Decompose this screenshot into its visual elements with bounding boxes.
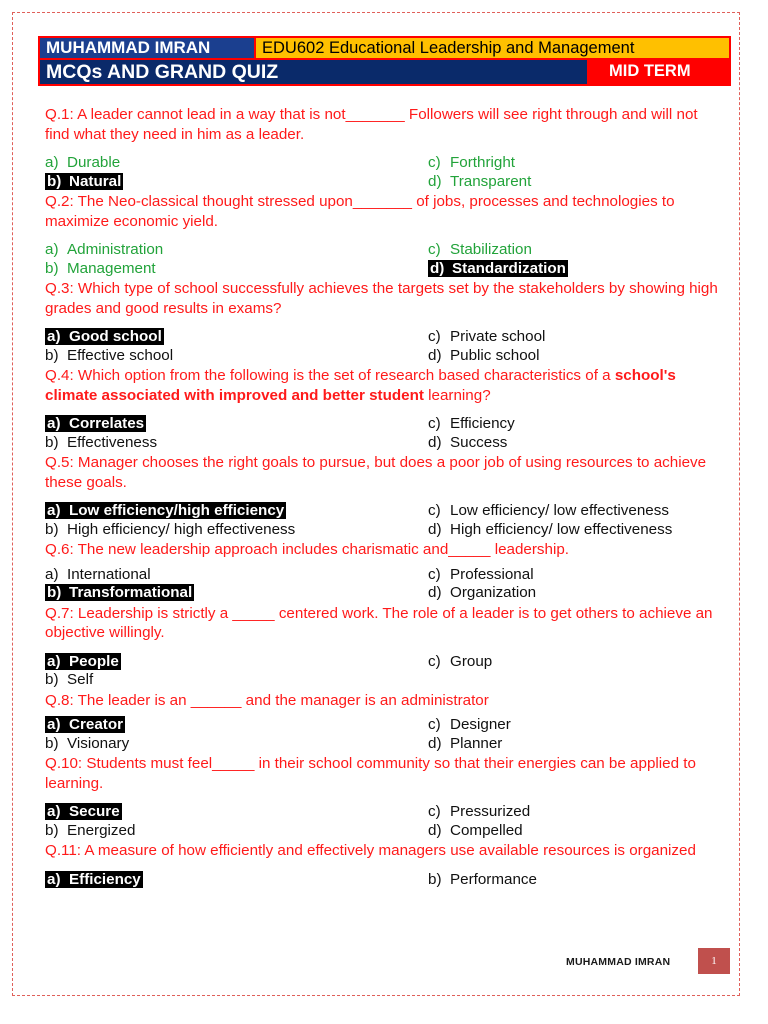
option-text: Transformational [69, 584, 193, 601]
option-text: Pressurized [450, 803, 531, 820]
option-text: Planner [450, 734, 503, 752]
option-text: Private school [450, 328, 546, 345]
option-c: c) Professional [428, 565, 534, 583]
correct-answer: a) People [47, 652, 119, 670]
option-d: d) Transparent [428, 172, 532, 190]
course-title: EDU602 Educational Leadership and Management [256, 38, 729, 58]
options-grid [45, 154, 720, 191]
question-text: Q.11: A measure of how efficiently and effectively managers use available resources is organized [45, 842, 696, 859]
option-b: b) Management [45, 259, 156, 277]
option-d: d) Planner [428, 734, 503, 752]
option-d: d) Public school [428, 346, 540, 364]
question-text: Q.5: Manager chooses the right goals to pursue, but does a poor job of using resources to achieve these goals. [45, 454, 707, 491]
option-text: Organization [450, 584, 537, 601]
option-b: b) Performance [428, 870, 537, 888]
option-b: b) Effectiveness [45, 433, 158, 451]
option-b: b) Energized [45, 821, 136, 839]
options-grid [45, 328, 720, 365]
questions-list [45, 105, 720, 890]
options-grid [45, 415, 720, 452]
correct-answer: a) Creator [47, 716, 124, 733]
option-text: Success [450, 433, 508, 451]
correct-answer: a) Low efficiency/high efficiency [47, 502, 285, 519]
option-d: d) Success [428, 433, 508, 451]
option-text: Stabilization [450, 241, 532, 258]
correct-answer: b) Transformational [47, 584, 193, 601]
question-8 [45, 691, 720, 754]
question-text: Q.8: The leader is an ______ and the manager is an administrator [45, 691, 489, 709]
option-text: Effective school [67, 346, 174, 364]
option-d-correct [428, 260, 720, 279]
option-c: c) Group [428, 652, 493, 670]
option-text: Management [67, 259, 156, 277]
option-b: b) High efficiency/ high effectiveness [45, 520, 296, 538]
question-5 [45, 453, 720, 539]
page-number: 1 [698, 948, 730, 974]
option-text: People [69, 652, 119, 670]
option-text: Effectiveness [67, 433, 158, 451]
option-empty [428, 671, 720, 690]
options-grid [45, 566, 720, 603]
quiz-title: MCQs AND GRAND QUIZ [40, 60, 587, 84]
correct-answer: d) Standardization [430, 259, 566, 277]
option-d: d) Organization [428, 584, 537, 601]
option-d: d) High efficiency/ low effectiveness [428, 520, 673, 538]
option-b: b) Visionary [45, 734, 130, 752]
option-a-correct [45, 415, 428, 434]
correct-answer: a) Efficiency [47, 870, 141, 888]
option-c: c) Stabilization [428, 241, 532, 258]
option-d: d) Compelled [428, 821, 523, 839]
option-text: International [67, 565, 151, 583]
option-text: Standardization [452, 259, 566, 277]
option-a-correct [45, 653, 428, 672]
option-text: Natural [69, 172, 122, 190]
option-text: Low efficiency/ low effectiveness [450, 502, 669, 519]
options-grid [45, 803, 720, 840]
correct-answer: a) Correlates [47, 415, 145, 432]
option-a-correct [45, 502, 428, 521]
option-text: Low efficiency/high efficiency [69, 502, 285, 519]
option-a: a) Administration [45, 241, 164, 258]
question-text: Q.4: Which option from the following is the set of research based characteristics of a school's climate associated with improved and better student learning? [45, 367, 676, 404]
option-text: Correlates [69, 415, 145, 432]
option-text: Administration [67, 241, 164, 258]
option-b-correct [45, 584, 428, 603]
option-text: High efficiency/ high effectiveness [67, 520, 296, 538]
term-badge: MID TERM [587, 60, 729, 84]
option-text: Self [67, 671, 94, 688]
option-text: Good school [69, 328, 162, 345]
correct-answer: b) Natural [47, 172, 122, 190]
document-header [38, 36, 731, 86]
option-text: High efficiency/ low effectiveness [450, 520, 673, 538]
option-text: Designer [450, 716, 511, 733]
question-2 [45, 192, 720, 278]
option-text: Compelled [450, 821, 523, 839]
option-text: Public school [450, 346, 540, 364]
option-text: Efficiency [450, 415, 515, 432]
option-c: c) Private school [428, 328, 546, 345]
option-a-correct [45, 328, 428, 347]
option-text: Transparent [450, 172, 532, 190]
question-11 [45, 841, 720, 889]
option-c: c) Designer [428, 716, 511, 733]
options-grid [45, 502, 720, 539]
correct-answer: a) Secure [47, 803, 120, 820]
option-text: Forthright [450, 154, 515, 171]
question-1 [45, 105, 720, 191]
option-a-correct [45, 871, 428, 890]
options-grid [45, 716, 720, 753]
option-c: c) Low efficiency/ low effectiveness [428, 502, 669, 519]
question-text: Q.10: Students must feel_____ in their school community so that their energies can be applied to learning. [45, 755, 696, 792]
options-grid [45, 653, 720, 690]
option-a: a) International [45, 565, 151, 583]
question-text: Q.6: The new leadership approach includes charismatic and_____ leadership. [45, 541, 570, 558]
question-6 [45, 540, 720, 603]
option-text: Secure [69, 803, 120, 820]
question-7 [45, 604, 720, 690]
option-text: Professional [450, 565, 534, 583]
question-3 [45, 279, 720, 365]
correct-answer: a) Good school [47, 328, 162, 345]
option-a-correct [45, 716, 428, 735]
question-text: Q.7: Leadership is strictly a _____ centered work. The role of a leader is to get others to achieve an objective willingly. [45, 604, 713, 641]
option-text: Efficiency [69, 870, 141, 888]
option-b: b) Self [45, 671, 94, 688]
author-name: MUHAMMAD IMRAN [40, 38, 256, 58]
option-a-correct [45, 803, 428, 822]
question-text: Q.1: A leader cannot lead in a way that is not_______ Followers will see right through and will not find what they need in him as a leader. [45, 106, 698, 143]
option-b-correct [45, 173, 428, 192]
option-text: Energized [67, 821, 136, 839]
option-c: c) Efficiency [428, 415, 515, 432]
question-10 [45, 754, 720, 840]
option-text: Group [450, 652, 493, 670]
question-4 [45, 366, 720, 452]
option-text: Durable [67, 154, 121, 171]
option-b: b) Effective school [45, 346, 174, 364]
option-text: Performance [450, 870, 537, 888]
footer-author: MUHAMMAD IMRAN [566, 956, 671, 968]
option-text: Visionary [67, 734, 130, 752]
options-grid [45, 871, 720, 890]
option-c: c) Pressurized [428, 803, 531, 820]
question-text: Q.3: Which type of school successfully achieves the targets set by the stakeholders by showing high grades and good results in exams? [45, 280, 718, 317]
option-text: Creator [69, 716, 124, 733]
question-text: Q.2: The Neo-classical thought stressed upon_______ of jobs, processes and technologies to maximize economic yield. [45, 193, 675, 230]
option-a: a) Durable [45, 154, 121, 171]
options-grid [45, 241, 720, 278]
option-c: c) Forthright [428, 154, 515, 171]
